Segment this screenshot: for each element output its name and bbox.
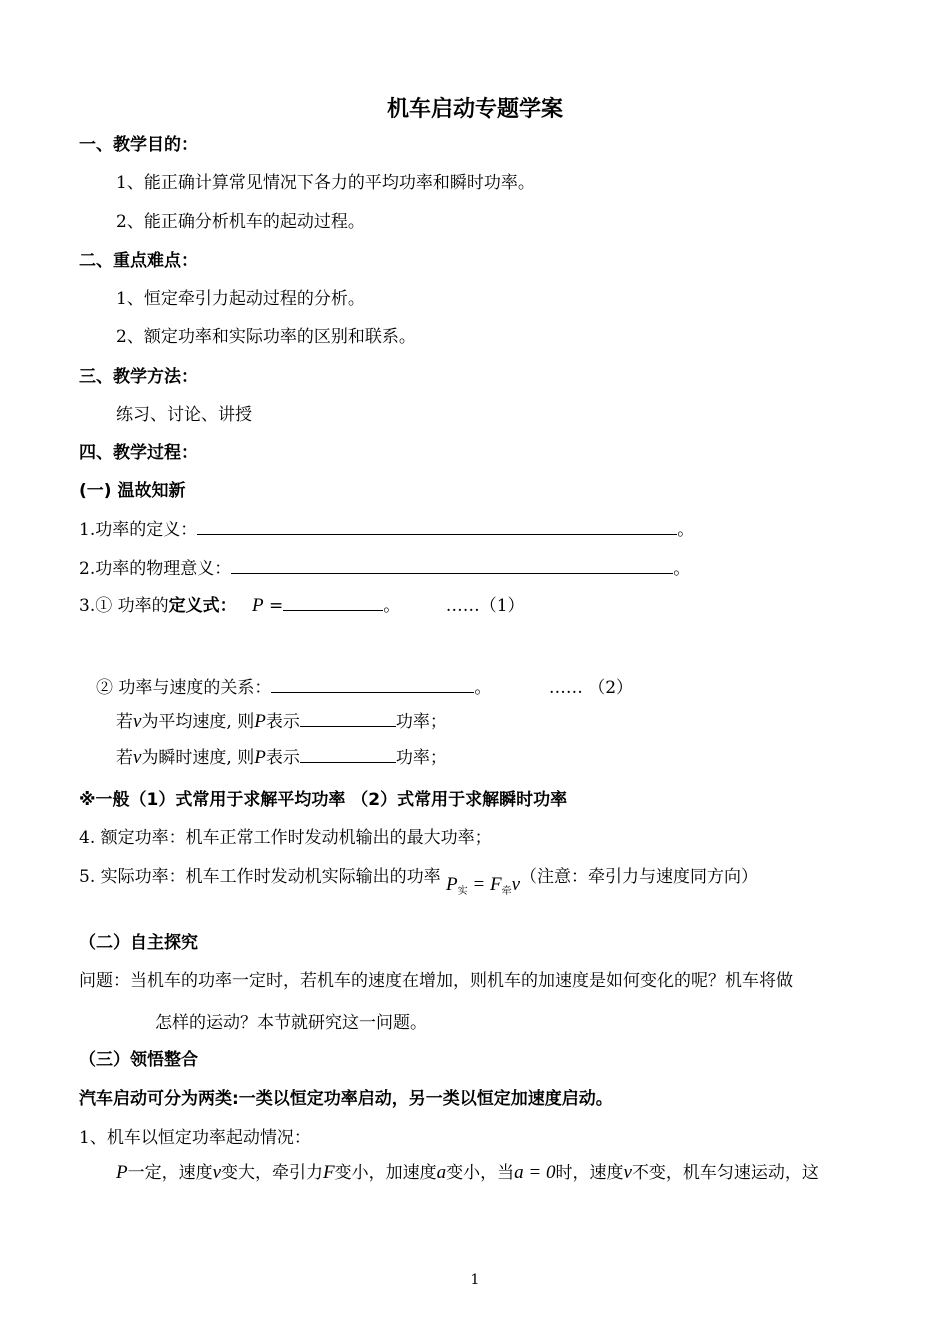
velocity-symbol: v [133, 711, 142, 732]
text-constant-speed: 一定，速度 [127, 1163, 213, 1183]
velocity-symbol: v [511, 874, 521, 895]
actual-power-label: 5. 实际功率：机车工作时发动机实际输出的功率 [79, 867, 441, 887]
text-decrease-acceleration: 变小，加速度 [334, 1163, 437, 1183]
subsection-review: (一) 温故知新 [79, 481, 186, 501]
period: 。 [383, 596, 401, 616]
key-point-2: 2、额定功率和实际功率的区别和联系。 [116, 327, 416, 347]
power-symbol: P [446, 874, 458, 895]
section-heading-goals: 一、教学目的： [79, 135, 198, 155]
question-meaning [79, 557, 690, 580]
force-symbol: F [323, 1162, 335, 1183]
answer-blank-power-velocity[interactable] [271, 676, 474, 693]
section-heading-process: 四、教学过程： [79, 443, 198, 463]
startup-types: 汽车启动可分为两类:一类以恒定功率启动，另一类以恒定加速度启动。 [79, 1089, 613, 1109]
page-title: 机车启动专题学案 [386, 97, 563, 122]
actual-power-note: （注意：牵引力与速度同方向） [520, 867, 759, 887]
constant-power-description [116, 1162, 819, 1184]
text-power: 功率； [395, 748, 447, 768]
actual-power [79, 866, 758, 903]
velocity-symbol: v [133, 747, 142, 768]
question-definition [79, 518, 694, 541]
actual-power-formula [446, 874, 520, 895]
text-if: 若 [116, 712, 133, 732]
power-symbol: P [254, 711, 266, 732]
methods-text: 练习、讨论、讲授 [116, 405, 252, 425]
question-formula-bold: 定义式： [168, 596, 237, 616]
question-power-velocity-label: ② 功率与速度的关系： [96, 678, 272, 698]
question-formula [79, 594, 525, 617]
period: 。 [474, 678, 492, 698]
question-power-velocity [96, 676, 633, 699]
constant-power-heading: 1、机车以恒定功率起动情况： [79, 1128, 311, 1148]
velocity-symbol: v [212, 1162, 222, 1183]
section-heading-methods: 三、教学方法： [79, 367, 198, 387]
if-average-velocity [116, 710, 447, 733]
explore-question-line-1: 问题：当机车的功率一定时，若机车的速度在增加，则机车的加速度是如何变化的呢？机车将做 [79, 971, 793, 991]
goal-item-2: 2、能正确分析机车的起动过程。 [116, 212, 365, 232]
equation-tag-2: …… （2） [548, 678, 634, 698]
key-point-1: 1、恒定牵引力起动过程的分析。 [116, 289, 365, 309]
subsection-integrate: （三）领悟整合 [79, 1050, 198, 1070]
acceleration-symbol: a [436, 1162, 447, 1183]
period: 。 [673, 559, 691, 579]
if-instant-velocity [116, 746, 447, 769]
text-power: 功率； [395, 712, 447, 732]
answer-blank-definition[interactable] [197, 518, 677, 535]
text-increase-traction: 变大，牵引力 [221, 1163, 324, 1183]
power-symbol: P [252, 595, 264, 616]
acceleration-zero: a = 0 [514, 1162, 556, 1183]
answer-blank-instant[interactable] [300, 746, 396, 763]
question-formula-label: 3.① 功率的 [79, 596, 169, 616]
goal-item-1: 1、能正确计算常见情况下各力的平均功率和瞬时功率。 [116, 173, 535, 193]
question-meaning-label: 2.功率的物理意义： [79, 559, 232, 579]
velocity-symbol: v [623, 1162, 632, 1183]
power-symbol: P [116, 1162, 128, 1183]
text-if: 若 [116, 748, 133, 768]
period: 。 [677, 520, 695, 540]
equals-sign: = [269, 596, 284, 616]
subscript-traction: 牵 [501, 886, 512, 897]
question-definition-label: 1.功率的定义： [79, 520, 198, 540]
subscript-actual: 实 [457, 886, 468, 897]
text-represents: 表示 [265, 712, 300, 732]
text-decrease-when: 变小，当 [446, 1163, 515, 1183]
subsection-explore: （二）自主探究 [79, 933, 198, 953]
text-average-velocity: 为平均速度, 则 [141, 712, 255, 732]
rated-power: 4. 额定功率：机车正常工作时发动机输出的最大功率； [79, 828, 492, 848]
text-time-speed: 时，速度 [555, 1163, 624, 1183]
equation-tag-1: ……（1） [445, 596, 525, 616]
text-instant-velocity: 为瞬时速度, 则 [141, 748, 255, 768]
text-represents: 表示 [265, 748, 300, 768]
answer-blank-formula[interactable] [283, 594, 383, 611]
text-uniform-motion: 不变，机车匀速运动，这 [631, 1163, 819, 1183]
section-heading-key-points: 二、重点难点： [79, 251, 198, 271]
page-number: 1 [470, 1272, 480, 1288]
explore-question-line-2: 怎样的运动？本节就研究这一问题。 [155, 1013, 427, 1033]
answer-blank-meaning[interactable] [231, 557, 673, 574]
note-formula-usage: ※一般（1）式常用于求解平均功率 （2）式常用于求解瞬时功率 [79, 790, 568, 810]
power-symbol: P [254, 747, 266, 768]
formula-equals-force: = F [472, 874, 502, 895]
answer-blank-average[interactable] [300, 710, 396, 727]
